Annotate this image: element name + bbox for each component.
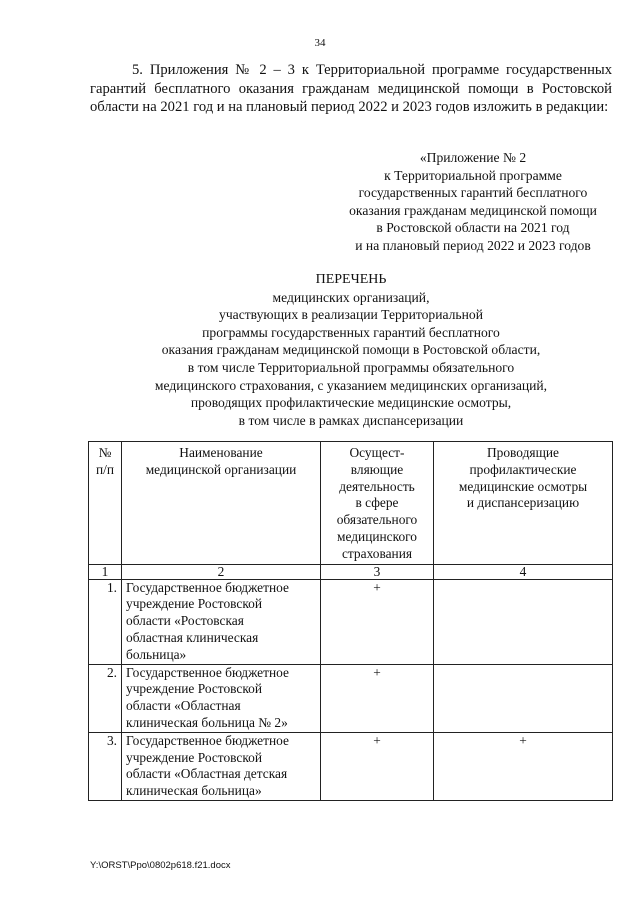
list-subtitle-line: в том числе в рамках диспансеризации: [238, 412, 464, 428]
table-row: [89, 732, 613, 800]
prophylactic-mark: +: [434, 732, 613, 800]
oms-mark: +: [321, 664, 434, 732]
header-oms: Осущест- вляющие деятельность в сфере обязательного медицинского страхования: [321, 442, 434, 565]
header-org-name: Наименование медицинской организации: [122, 442, 321, 565]
list-subtitle-line: участвующих в реализации Территориальной: [219, 307, 483, 323]
org-name: Государственное бюджетное учреждение Ростовской области «Областная детская клиническая больница»: [122, 732, 321, 800]
header-number: № п/п: [89, 442, 122, 565]
appendix-line: в Ростовской области на 2021 год: [376, 220, 570, 236]
appendix-line: к Территориальной программе: [384, 167, 562, 183]
list-subtitle-line: в том числе Территориальной программы обязательного: [187, 359, 515, 375]
appendix-line: оказания гражданам медицинской помощи: [349, 202, 597, 218]
column-number: 1: [89, 564, 122, 579]
row-number: 1.: [89, 579, 122, 664]
page-number: 34: [314, 37, 326, 49]
column-number: 4: [434, 564, 613, 579]
table-row: [89, 579, 613, 664]
appendix-line: «Приложение № 2: [419, 150, 527, 165]
list-subtitle-line: медицинских организаций,: [272, 289, 430, 305]
list-title: ПЕРЕЧЕНЬ: [315, 272, 387, 287]
column-number: 3: [321, 564, 434, 579]
org-name: Государственное бюджетное учреждение Ростовской области «Ростовская областная клиническая больница»: [122, 579, 321, 664]
appendix-line: государственных гарантий бесплатного: [358, 185, 588, 201]
list-title-block: [90, 271, 612, 429]
list-subtitle-line: проводящих профилактические медицинские осмотры,: [190, 395, 512, 411]
intro-text: 5. Приложения № 2 – 3 к Территориальной программе государственных гарантий бесплатного оказания гражданам медицинской помощи в Ростовской области на 2021 год и на плановый период 2022 и 2023 годов изложить в редакции:: [90, 62, 612, 115]
prophylactic-mark: [434, 664, 613, 732]
list-subtitle-line: медицинского страхования, с указанием медицинских организаций,: [154, 377, 548, 393]
oms-mark: +: [321, 732, 434, 800]
list-subtitle-line: программы государственных гарантий бесплатного: [202, 324, 500, 340]
org-name: Государственное бюджетное учреждение Ростовской области «Областная клиническая больница № 2»: [122, 664, 321, 732]
header-prophylactic: Проводящие профилактические медицинские осмотры и диспансеризацию: [434, 442, 613, 565]
row-number: 2.: [89, 664, 122, 732]
prophylactic-mark: [434, 579, 613, 664]
table-header-row: [89, 442, 613, 565]
appendix-line: и на плановый период 2022 и 2023 годов: [355, 237, 591, 253]
footer-file-path: Y:\ORST\Ppo\0802p618.f21.docx: [90, 860, 231, 871]
table-row: [89, 664, 613, 732]
oms-mark: +: [321, 579, 434, 664]
column-numbers-row: [89, 564, 613, 579]
appendix-header: [322, 149, 624, 255]
intro-paragraph: [90, 61, 612, 117]
row-number: 3.: [89, 732, 122, 800]
list-subtitle-line: оказания гражданам медицинской помощи в Ростовской области,: [161, 342, 541, 358]
organizations-table: [88, 441, 613, 801]
column-number: 2: [122, 564, 321, 579]
